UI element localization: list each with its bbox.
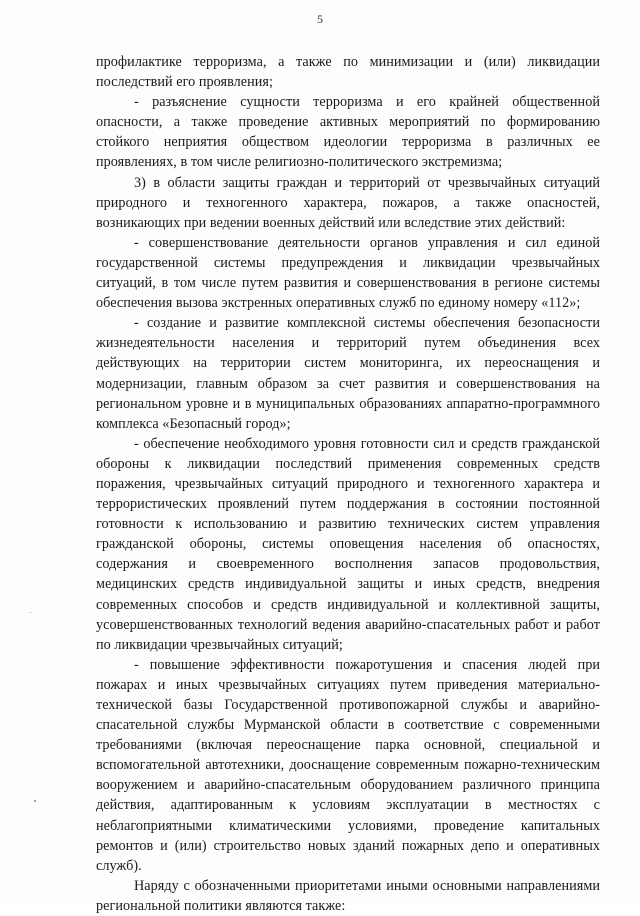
page-number: 5 <box>317 12 323 26</box>
paragraph-management-improvement: - совершенствование деятельности органов управления и сил единой государственной системы предупреждения и ликвидации чрезвычайных ситуаций, в том числе путем развития и совершенствования в регионе системы обеспечения вызова экстренных оперативных служб по единому номеру «112»; <box>96 234 600 312</box>
paragraph-terrorism-explanation: - разъяснение сущности терроризма и его крайней общественной опасности, а также проведение активных мероприятий по формированию стойкого неприятия обществом идеологии терроризма в различных ее проявлениях, в том числе религиозно-политического экстремизма; <box>96 94 600 171</box>
scan-speck <box>34 800 36 802</box>
document-body <box>96 52 600 916</box>
scan-speck <box>30 612 31 613</box>
paragraph-civil-defense: - обеспечение необходимого уровня готовности сил и средств гражданской обороны к ликвидации последствий применения современных средств поражения, чрезвычайных ситуаций природного и техногенного характера и террористических проявлений путем поддержания в состоянии постоянной готовности к использованию и развитию технических систем управления гражданской обороны, системы оповещения населения об опасностях, содержания и своевременного восполнения запасов продовольствия, медицинских средств индивидуальной защиты и иных средств, внедрения современных способов и средств индивидуальной и коллективной защиты, усовершенствованных технологий ведения аварийно-спасательных работ и работ по ликвидации чрезвычайных ситуаций; <box>96 435 600 653</box>
paragraph-safe-city: - создание и развитие комплексной системы обеспечения безопасности жизнедеятельности населения и территорий путем объединения всех действующих на территории систем мониторинга, их переоснащения и модернизации, главным образом за счет развития и совершенствования на региональном уровне и в муниципальных образованиях аппаратно-программного комплекса «Безопасный город»; <box>96 315 600 432</box>
paragraph-section-3: 3) в области защиты граждан и территорий от чрезвычайных ситуаций природного и техногенного характера, пожаров, а также опасностей, возникающих при ведении военных действий или вследствие этих действий: <box>96 174 600 231</box>
paragraph-other-directions: Наряду с обозначенными приоритетами иными основными направлениями региональной политики являются также: <box>96 877 600 914</box>
paragraph-firefighting: - повышение эффективности пожаротушения и спасения людей при пожарах и иных чрезвычайных ситуациях путем приведения материально-технической базы Государственной противопожарной службы и аварийно-спасательной службы Мурманской области в соответствие с современными требованиями (включая переоснащение парка основной, специальной и вспомогательной автотехники, дооснащение современным пожарно-техническим вооружением и аварийно-спасательным оборудованием различного принципа действия, адаптированным к условиям эксплуатации в местностях с неблагоприятными климатическими условиями, проведение капитальных ремонтов и (или) строительство новых зданий пожарных депо и оперативных служб). <box>96 656 600 874</box>
paragraph-continuation: профилактике терроризма, а также по минимизации и (или) ликвидации последствий его проявления; <box>96 54 600 91</box>
